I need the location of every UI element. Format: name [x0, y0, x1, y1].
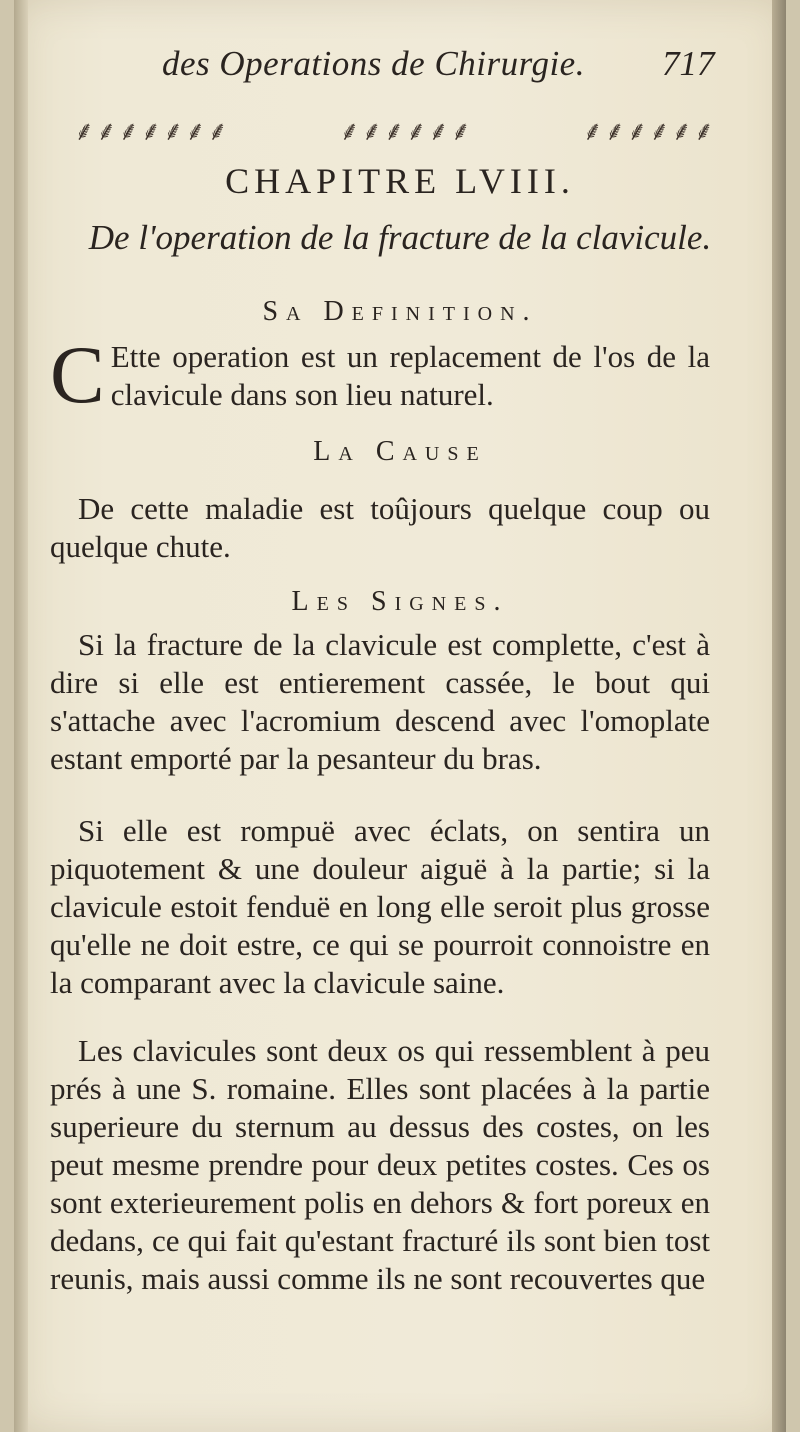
paragraph-signes-2: Si elle est rompuë avec éclats, on sentira un piquotement & une douleur aiguë à la partie; si la clavicule estoit fenduë en long elle seroit plus grosse qu'elle ne doit estre, ce qui se pourroit connoistre en la comparant avec la clavicule saine.: [50, 813, 710, 1000]
paragraph-definition: [50, 329, 710, 420]
running-title: des Operations de Chirurgie.: [162, 44, 585, 83]
paragraph-signes-1: Si la fracture de la clavicule est complette, c'est à dire si elle est entierement cassée, le bout qui s'attache avec l'acromium descend avec l'omoplate estant emporté par la pesanteur du bras.: [50, 627, 710, 776]
fleuron-icon: ⸙: [406, 116, 427, 146]
book-page: [14, 0, 786, 1432]
fleuron-icon: ⸙: [140, 116, 161, 146]
ornament-group: [74, 116, 228, 146]
fleuron-icon: ⸙: [582, 116, 603, 146]
chapter-heading: CHAPITRE LVIII.: [225, 161, 575, 201]
fleuron-icon: ⸙: [671, 116, 692, 146]
fleuron-icon: ⸙: [96, 116, 117, 146]
drop-cap: C: [50, 329, 105, 420]
paragraph-cause: De cette maladie est toûjours quelque coup ou quelque chute.: [50, 491, 710, 564]
fleuron-icon: ⸙: [450, 116, 471, 146]
paragraph-text: Ette operation est un replacement de l'os de la clavicule dans son lieu naturel.: [110, 339, 710, 412]
fleuron-icon: ⸙: [383, 116, 405, 146]
fleuron-icon: ⸙: [74, 116, 95, 146]
fleuron-icon: ⸙: [428, 116, 449, 146]
fleuron-ornament-row: [74, 112, 714, 146]
fleuron-icon: ⸙: [361, 116, 382, 146]
section-heading-definition: Sa Definition.: [262, 296, 538, 327]
page-edge: [772, 0, 786, 1432]
fleuron-icon: ⸙: [627, 116, 648, 146]
fleuron-icon: ⸙: [339, 116, 360, 146]
page-gutter: [14, 0, 28, 1432]
fleuron-icon: ⸙: [163, 116, 184, 146]
fleuron-icon: ⸙: [649, 116, 670, 146]
paragraph-signes-3: Les clavicules sont deux os qui ressemblent à peu prés à une S. romaine. Elles sont placées à la partie superieure du sternum au dessus des costes, on les peut mesme prendre pour deux petites costes. Ces os sont exterieurement polis en dehors & fort poreux en dedans, ce qui fait qu'estant fracturé ils sont bien tost reunis, mais aussi comme ils ne sont recouvertes que: [50, 1033, 710, 1296]
fleuron-icon: ⸙: [118, 116, 139, 146]
page-number: 717: [662, 44, 715, 83]
ornament-group: [583, 116, 715, 146]
fleuron-icon: ⸙: [693, 116, 714, 146]
running-head: [162, 44, 722, 94]
fleuron-icon: ⸙: [207, 116, 228, 146]
section-heading-cause: La Cause: [313, 436, 487, 467]
section-heading-signes: Les Signes.: [291, 586, 509, 617]
fleuron-icon: ⸙: [185, 116, 206, 146]
fleuron-icon: ⸙: [604, 116, 625, 146]
chapter-title: De l'operation de la fracture de la clavicule.: [88, 218, 712, 257]
ornament-group: [339, 116, 471, 146]
